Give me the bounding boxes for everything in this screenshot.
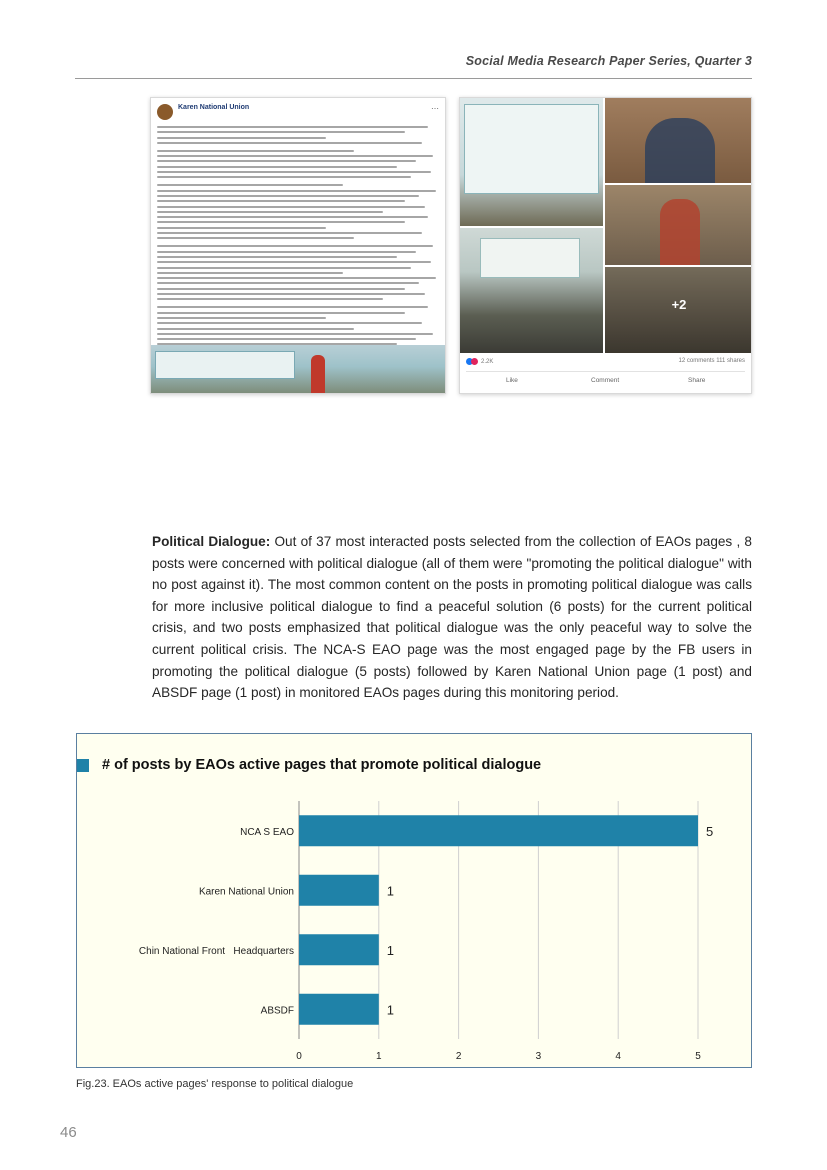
text-line [157,245,433,247]
page-name: Karen National Union [178,104,250,111]
photo-person [660,199,700,265]
share-action: Share [688,377,706,384]
text-line [157,200,405,202]
photo-1 [460,98,603,226]
photo-person [645,118,715,183]
text-line [157,333,433,335]
x-tick-label: 3 [535,1051,542,1062]
text-line [157,272,343,274]
bar [299,934,379,965]
page-number: 46 [60,1124,77,1141]
post-actions [466,375,745,389]
text-line [157,137,326,139]
data-label: 1 [386,942,395,958]
facebook-post-screenshot-right [459,97,752,394]
post-photo [151,345,445,393]
reactions [466,358,493,365]
data-label: 1 [386,1002,395,1018]
text-line [157,206,425,208]
bar [299,994,379,1025]
paragraph-lead: Political Dialogue: [152,534,271,549]
text-line [157,322,422,324]
figure-caption: Fig.23. EAOs active pages' response to political dialogue [76,1078,354,1090]
text-line [157,312,405,314]
comments-shares-count: 12 comments 111 shares [678,358,745,364]
text-line [157,251,416,253]
more-options-icon: ⋯ [431,104,439,113]
category-label: Chin National Front Headquarters [138,945,294,957]
page-avatar [157,104,173,120]
x-tick-label: 4 [615,1051,621,1062]
actions-divider [466,371,745,372]
text-line [157,317,326,319]
like-action: Like [506,377,518,384]
photo-banner [155,351,295,379]
data-label: 5 [706,823,714,839]
post-body-text [157,126,439,359]
category-label: Karen National Union [198,886,294,898]
photo-banner [464,104,599,194]
x-tick-label: 0 [296,1051,302,1062]
category-label: ABSDF [260,1005,294,1017]
text-line [157,171,431,173]
text-line [157,338,416,340]
x-tick-label: 5 [695,1051,701,1062]
text-line [157,142,422,144]
text-line [157,184,343,186]
reaction-count: 2.2K [481,358,494,365]
text-line [157,293,425,295]
photo-4 [605,185,752,265]
text-line [157,216,428,218]
body-paragraph [152,531,752,704]
photo-banner [480,238,580,278]
series-title: Social Media Research Paper Series, Quarter 3 [465,54,752,68]
photo-3 [460,228,603,353]
text-line [157,282,419,284]
text-line [157,267,411,269]
text-line [157,176,411,178]
text-line [157,160,416,162]
paragraph-body: Out of 37 most interacted posts selected from the collection of EAOs pages , 8 posts were concerned with political dialogue (all of them were "promoting the political dialogue" with no post against it). The most common content on the posts in promoting political dialogue was calls for more inclusive political dialogue to find a peaceful solution (6 posts) for the current political crisis, and two posts emphasized that political dialogue was the only peaceful way to solve the current political crisis. The NCA-S EAO page was the most engaged page by the FB users in promoting the political dialogue (5 posts) followed by Karen National Union page (1 post) and ABSDF page (1 post) in monitored EAOs pages during this monitoring period. [152,534,752,701]
category-label: NCA S EAO [240,826,294,838]
data-label: 1 [386,883,395,899]
text-line [157,288,405,290]
text-line [157,237,354,239]
text-line [157,221,405,223]
text-line [157,195,419,197]
text-line [157,232,422,234]
love-reaction-icon [471,358,478,365]
bar [299,815,698,846]
text-line [157,328,354,330]
chart-panel [76,733,752,1068]
header-rule [75,78,752,79]
text-line [157,190,436,192]
facebook-post-screenshot-left [150,97,446,394]
text-line [157,126,428,128]
photo-person [311,355,325,393]
comment-action: Comment [591,377,620,384]
post-stats [466,357,745,369]
bar [299,875,379,906]
photo-2 [605,98,752,183]
text-line [157,166,397,168]
more-photos-count: +2 [671,297,687,312]
text-line [157,261,431,263]
text-line [157,227,326,229]
text-line [157,306,428,308]
text-line [157,155,433,157]
text-line [157,211,383,213]
text-line [157,277,436,279]
text-line [157,256,397,258]
bar-chart [77,734,753,1069]
text-line [157,150,354,152]
x-tick-label: 1 [376,1051,382,1062]
chart-title: # of posts by EAOs active pages that promote political dialogue [102,757,542,773]
x-tick-label: 2 [455,1051,462,1062]
text-line [157,131,405,133]
text-line [157,298,383,300]
photo-5 [605,267,752,353]
